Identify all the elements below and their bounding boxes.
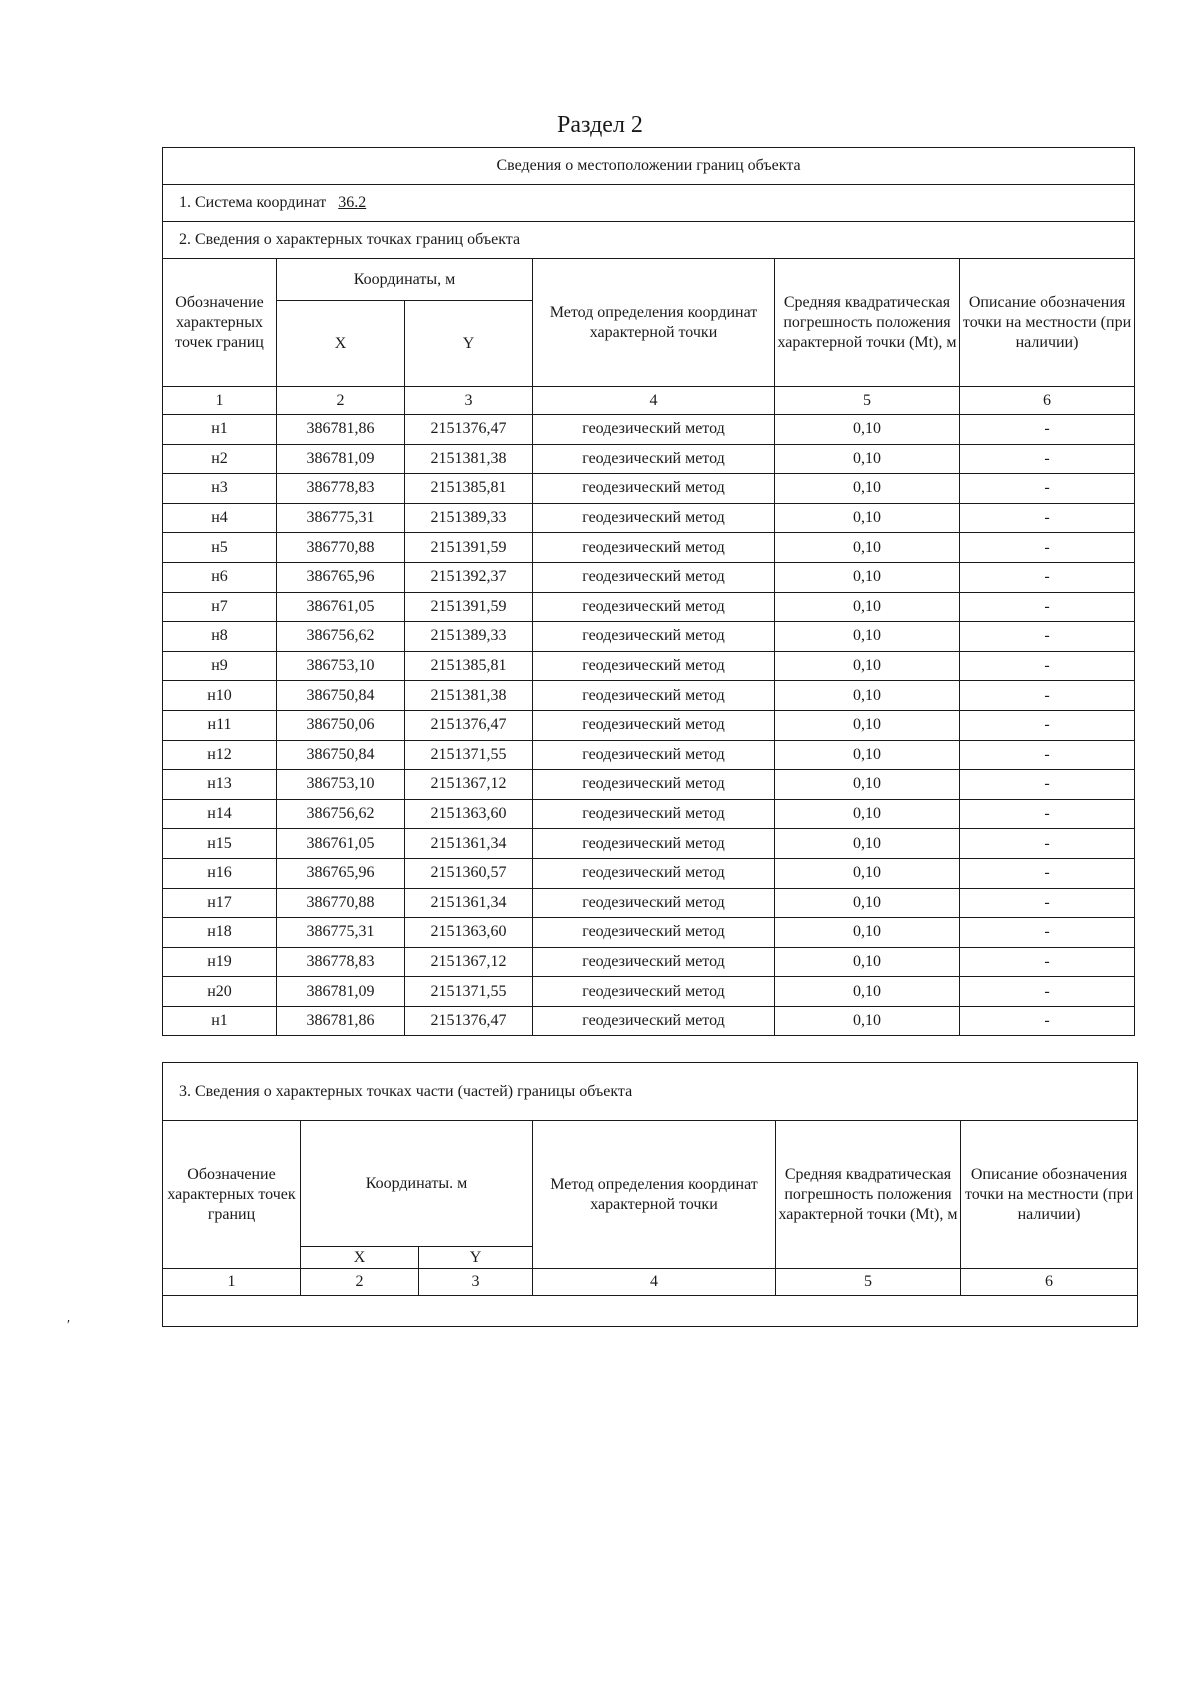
table-row (163, 829, 1135, 859)
table-row (163, 533, 1135, 563)
accuracy-cell: 0,10 (775, 740, 960, 770)
coord-system-label: 1. Система координат (179, 194, 327, 211)
description-cell: - (960, 977, 1135, 1007)
table-row (163, 740, 1135, 770)
column-number: 2 (301, 1269, 419, 1296)
point-name-cell: н1 (163, 1006, 277, 1036)
column-number: 1 (163, 1269, 301, 1296)
table-row (163, 681, 1135, 711)
col-x-header: X (277, 301, 405, 387)
description-cell: - (960, 740, 1135, 770)
y-cell: 2151371,55 (405, 740, 533, 770)
parts-header: 3. Сведения о характерных точках части (частей) границы объекта (163, 1063, 1138, 1121)
accuracy-cell: 0,10 (775, 770, 960, 800)
x-cell: 386761,05 (277, 829, 405, 859)
method-cell: геодезический метод (533, 474, 775, 504)
accuracy-cell: 0,10 (775, 562, 960, 592)
parts-col-coordinates-header: Координаты. м (301, 1121, 533, 1247)
accuracy-cell: 0,10 (775, 474, 960, 504)
column-number: 6 (960, 387, 1135, 415)
table-row (163, 592, 1135, 622)
description-cell: - (960, 533, 1135, 563)
description-cell: - (960, 770, 1135, 800)
description-cell: - (960, 503, 1135, 533)
point-name-cell: н3 (163, 474, 277, 504)
method-cell: геодезический метод (533, 622, 775, 652)
point-name-cell: н5 (163, 533, 277, 563)
description-cell: - (960, 415, 1135, 445)
column-number: 4 (533, 1269, 776, 1296)
x-cell: 386778,83 (277, 947, 405, 977)
points-header: 2. Сведения о характерных точках границ объекта (163, 222, 1135, 259)
y-cell: 2151361,34 (405, 888, 533, 918)
x-cell: 386781,86 (277, 1006, 405, 1036)
method-cell: геодезический метод (533, 799, 775, 829)
table-row (163, 947, 1135, 977)
method-cell: геодезический метод (533, 681, 775, 711)
x-cell: 386770,88 (277, 888, 405, 918)
column-number: 5 (775, 387, 960, 415)
point-name-cell: н19 (163, 947, 277, 977)
column-number: 1 (163, 387, 277, 415)
description-cell: - (960, 1006, 1135, 1036)
point-name-cell: н20 (163, 977, 277, 1007)
point-name-cell: н7 (163, 592, 277, 622)
col-y-header: Y (405, 301, 533, 387)
description-cell: - (960, 681, 1135, 711)
method-cell: геодезический метод (533, 533, 775, 563)
x-cell: 386778,83 (277, 474, 405, 504)
method-cell: геодезический метод (533, 918, 775, 948)
point-name-cell: н16 (163, 858, 277, 888)
parts-col-x-header: X (301, 1247, 419, 1269)
method-cell: геодезический метод (533, 829, 775, 859)
boundary-points-table (162, 147, 1135, 1036)
accuracy-cell: 0,10 (775, 858, 960, 888)
method-cell: геодезический метод (533, 562, 775, 592)
col-accuracy-header: Средняя квадратическая погрешность положения характерной точки (Mt), м (775, 259, 960, 387)
table-row (163, 622, 1135, 652)
accuracy-cell: 0,10 (775, 710, 960, 740)
y-cell: 2151392,37 (405, 562, 533, 592)
point-name-cell: н9 (163, 651, 277, 681)
accuracy-cell: 0,10 (775, 918, 960, 948)
point-name-cell: н14 (163, 799, 277, 829)
col-coordinates-header: Координаты, м (277, 259, 533, 301)
method-cell: геодезический метод (533, 947, 775, 977)
table-row (163, 651, 1135, 681)
method-cell: геодезический метод (533, 503, 775, 533)
description-cell: - (960, 888, 1135, 918)
y-cell: 2151385,81 (405, 474, 533, 504)
parts-col-accuracy-header: Средняя квадратическая погрешность положения характерной точки (Mt), м (776, 1121, 961, 1269)
y-cell: 2151367,12 (405, 947, 533, 977)
accuracy-cell: 0,10 (775, 799, 960, 829)
description-cell: - (960, 562, 1135, 592)
method-cell: геодезический метод (533, 415, 775, 445)
method-cell: геодезический метод (533, 1006, 775, 1036)
point-name-cell: н18 (163, 918, 277, 948)
point-name-cell: н10 (163, 681, 277, 711)
y-cell: 2151361,34 (405, 829, 533, 859)
y-cell: 2151376,47 (405, 710, 533, 740)
column-number: 2 (277, 387, 405, 415)
col-method-header: Метод определения координат характерной точки (533, 259, 775, 387)
column-number: 3 (405, 387, 533, 415)
description-cell: - (960, 799, 1135, 829)
column-number: 3 (419, 1269, 533, 1296)
y-cell: 2151363,60 (405, 799, 533, 829)
accuracy-cell: 0,10 (775, 947, 960, 977)
accuracy-cell: 0,10 (775, 681, 960, 711)
y-cell: 2151391,59 (405, 533, 533, 563)
table-row (163, 710, 1135, 740)
y-cell: 2151389,33 (405, 622, 533, 652)
y-cell: 2151391,59 (405, 592, 533, 622)
accuracy-cell: 0,10 (775, 415, 960, 445)
col-designation-header: Обозначение характерных точек границ (163, 259, 277, 387)
y-cell: 2151376,47 (405, 415, 533, 445)
coord-system-row (163, 185, 1135, 222)
y-cell: 2151389,33 (405, 503, 533, 533)
table-row (163, 562, 1135, 592)
parts-empty-row (163, 1296, 1138, 1327)
table-row (163, 503, 1135, 533)
section-header: Сведения о местоположении границ объекта (163, 148, 1135, 185)
method-cell: геодезический метод (533, 710, 775, 740)
method-cell: геодезический метод (533, 444, 775, 474)
description-cell: - (960, 444, 1135, 474)
x-cell: 386770,88 (277, 533, 405, 563)
parts-col-y-header: Y (419, 1247, 533, 1269)
x-cell: 386781,86 (277, 415, 405, 445)
point-name-cell: н6 (163, 562, 277, 592)
x-cell: 386781,09 (277, 444, 405, 474)
point-name-cell: н11 (163, 710, 277, 740)
accuracy-cell: 0,10 (775, 829, 960, 859)
point-name-cell: н15 (163, 829, 277, 859)
table-row (163, 415, 1135, 445)
description-cell: - (960, 858, 1135, 888)
table-row (163, 770, 1135, 800)
boundary-parts-table (162, 1062, 1138, 1327)
point-name-cell: н1 (163, 415, 277, 445)
description-cell: - (960, 710, 1135, 740)
method-cell: геодезический метод (533, 651, 775, 681)
table-row (163, 918, 1135, 948)
description-cell: - (960, 622, 1135, 652)
parts-col-designation-header: Обозначение характерных точек границ (163, 1121, 301, 1269)
description-cell: - (960, 947, 1135, 977)
method-cell: геодезический метод (533, 888, 775, 918)
parts-col-description-header: Описание обозначения точки на местности (при наличии) (961, 1121, 1138, 1269)
x-cell: 386765,96 (277, 858, 405, 888)
point-name-cell: н4 (163, 503, 277, 533)
parts-col-method-header: Метод определения координат характерной точки (533, 1121, 776, 1269)
coord-system-value: 36.2 (338, 194, 367, 211)
y-cell: 2151367,12 (405, 770, 533, 800)
table-row (163, 799, 1135, 829)
method-cell: геодезический метод (533, 740, 775, 770)
x-cell: 386775,31 (277, 503, 405, 533)
accuracy-cell: 0,10 (775, 622, 960, 652)
table-row (163, 444, 1135, 474)
x-cell: 386756,62 (277, 799, 405, 829)
y-cell: 2151376,47 (405, 1006, 533, 1036)
accuracy-cell: 0,10 (775, 1006, 960, 1036)
y-cell: 2151385,81 (405, 651, 533, 681)
x-cell: 386781,09 (277, 977, 405, 1007)
description-cell: - (960, 592, 1135, 622)
y-cell: 2151371,55 (405, 977, 533, 1007)
point-name-cell: н2 (163, 444, 277, 474)
method-cell: геодезический метод (533, 977, 775, 1007)
col-description-header: Описание обозначения точки на местности (при наличии) (960, 259, 1135, 387)
y-cell: 2151381,38 (405, 681, 533, 711)
column-number: 5 (776, 1269, 961, 1296)
column-numbers-row (163, 387, 1135, 415)
point-name-cell: н13 (163, 770, 277, 800)
x-cell: 386775,31 (277, 918, 405, 948)
table-row (163, 474, 1135, 504)
description-cell: - (960, 829, 1135, 859)
margin-mark: ′ (67, 1318, 71, 1333)
accuracy-cell: 0,10 (775, 888, 960, 918)
table-row (163, 1006, 1135, 1036)
table-row (163, 858, 1135, 888)
y-cell: 2151360,57 (405, 858, 533, 888)
x-cell: 386761,05 (277, 592, 405, 622)
page-title: Раздел 2 (557, 112, 643, 138)
x-cell: 386765,96 (277, 562, 405, 592)
accuracy-cell: 0,10 (775, 444, 960, 474)
accuracy-cell: 0,10 (775, 977, 960, 1007)
description-cell: - (960, 474, 1135, 504)
x-cell: 386756,62 (277, 622, 405, 652)
accuracy-cell: 0,10 (775, 592, 960, 622)
accuracy-cell: 0,10 (775, 503, 960, 533)
method-cell: геодезический метод (533, 592, 775, 622)
column-number: 4 (533, 387, 775, 415)
table-row (163, 888, 1135, 918)
description-cell: - (960, 651, 1135, 681)
parts-column-numbers-row (163, 1269, 1138, 1296)
column-number: 6 (961, 1269, 1138, 1296)
method-cell: геодезический метод (533, 858, 775, 888)
method-cell: геодезический метод (533, 770, 775, 800)
x-cell: 386753,10 (277, 770, 405, 800)
x-cell: 386750,06 (277, 710, 405, 740)
table-row (163, 977, 1135, 1007)
point-name-cell: н8 (163, 622, 277, 652)
x-cell: 386753,10 (277, 651, 405, 681)
accuracy-cell: 0,10 (775, 651, 960, 681)
y-cell: 2151363,60 (405, 918, 533, 948)
point-name-cell: н17 (163, 888, 277, 918)
accuracy-cell: 0,10 (775, 533, 960, 563)
point-name-cell: н12 (163, 740, 277, 770)
x-cell: 386750,84 (277, 681, 405, 711)
description-cell: - (960, 918, 1135, 948)
x-cell: 386750,84 (277, 740, 405, 770)
y-cell: 2151381,38 (405, 444, 533, 474)
